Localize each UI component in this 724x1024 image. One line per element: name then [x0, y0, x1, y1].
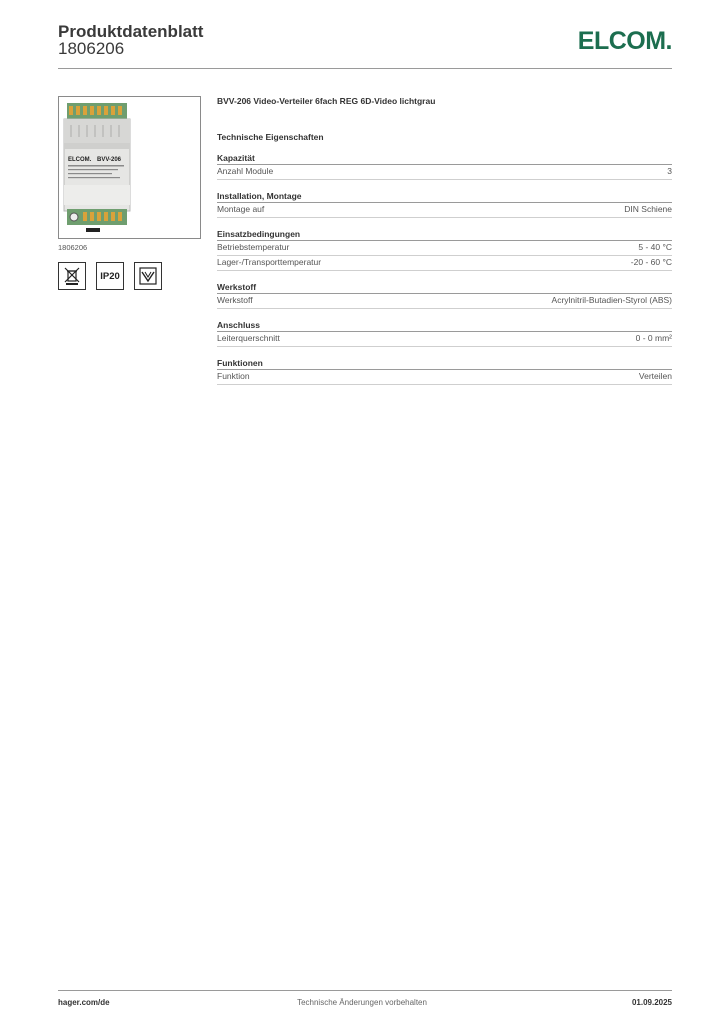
- spec-group-title: Anschluss: [217, 320, 672, 332]
- spec-row: [217, 294, 672, 309]
- spec-label: Betriebstemperatur: [217, 242, 290, 252]
- spec-label: Montage auf: [217, 204, 265, 214]
- footer-divider: [58, 990, 672, 991]
- device-illustration: [59, 97, 200, 238]
- spec-value: Acrylnitril-Butadien-Styrol (ABS): [551, 295, 672, 305]
- header-divider: [58, 68, 672, 69]
- spec-group-werkstoff: [217, 282, 672, 309]
- article-number: 1806206: [58, 39, 125, 58]
- spec-value: 3: [667, 166, 672, 176]
- spec-row: [217, 203, 672, 218]
- spec-group-title: Werkstoff: [217, 282, 672, 294]
- spec-group-title: Installation, Montage: [217, 191, 672, 203]
- spec-group-einsatzbedingungen: [217, 229, 672, 271]
- spec-group-funktionen: [217, 358, 672, 385]
- ip20-label: IP20: [100, 270, 120, 282]
- spec-group-anschluss: [217, 320, 672, 347]
- spec-row: [217, 332, 672, 347]
- product-image: [58, 96, 201, 239]
- spec-label: Leiterquerschnitt: [217, 333, 280, 343]
- device-brand-label: ELCOM.: [68, 157, 92, 163]
- spec-value: Verteilen: [638, 371, 672, 381]
- spec-group-title: Funktionen: [217, 358, 672, 370]
- specification-section: [217, 96, 672, 385]
- specs-heading: Technische Eigenschaften: [217, 132, 324, 142]
- ip20-icon: [96, 262, 124, 290]
- weee-crossed-bin-icon: [58, 262, 86, 290]
- spec-label: Anzahl Module: [217, 166, 274, 176]
- footer-disclaimer: Technische Änderungen vorbehalten: [297, 998, 427, 1007]
- spec-row: [217, 256, 672, 271]
- image-caption: 1806206: [58, 243, 88, 252]
- document-title: Produktdatenblatt: [58, 22, 204, 41]
- spec-label: Lager-/Transporttemperatur: [217, 257, 322, 267]
- spec-label: Funktion: [217, 371, 250, 381]
- spec-value: -20 - 60 °C: [630, 257, 672, 267]
- spec-label: Werkstoff: [217, 295, 253, 305]
- spec-row: [217, 241, 672, 256]
- spec-group-kapazitaet: [217, 153, 672, 180]
- spec-value: 5 - 40 °C: [638, 242, 672, 252]
- spec-group-title: Kapazität: [217, 153, 672, 165]
- product-name: BVV-206 Video-Verteiler 6fach REG 6D-Video lichtgrau: [217, 96, 436, 106]
- spec-value: DIN Schiene: [624, 204, 672, 214]
- spec-row: [217, 370, 672, 385]
- footer-date: 01.09.2025: [631, 998, 672, 1007]
- spec-group-title: Einsatzbedingungen: [217, 229, 672, 241]
- vde-check-icon: [134, 262, 162, 290]
- brand-logo: ELCOM.: [577, 27, 672, 55]
- spec-row: [217, 165, 672, 180]
- spec-group-installation: [217, 191, 672, 218]
- footer-website-link[interactable]: hager.com/de: [58, 998, 110, 1007]
- certification-row: [58, 262, 162, 290]
- device-model-label: BVV-206: [97, 157, 122, 163]
- spec-value: 0 - 0 mm²: [635, 333, 672, 343]
